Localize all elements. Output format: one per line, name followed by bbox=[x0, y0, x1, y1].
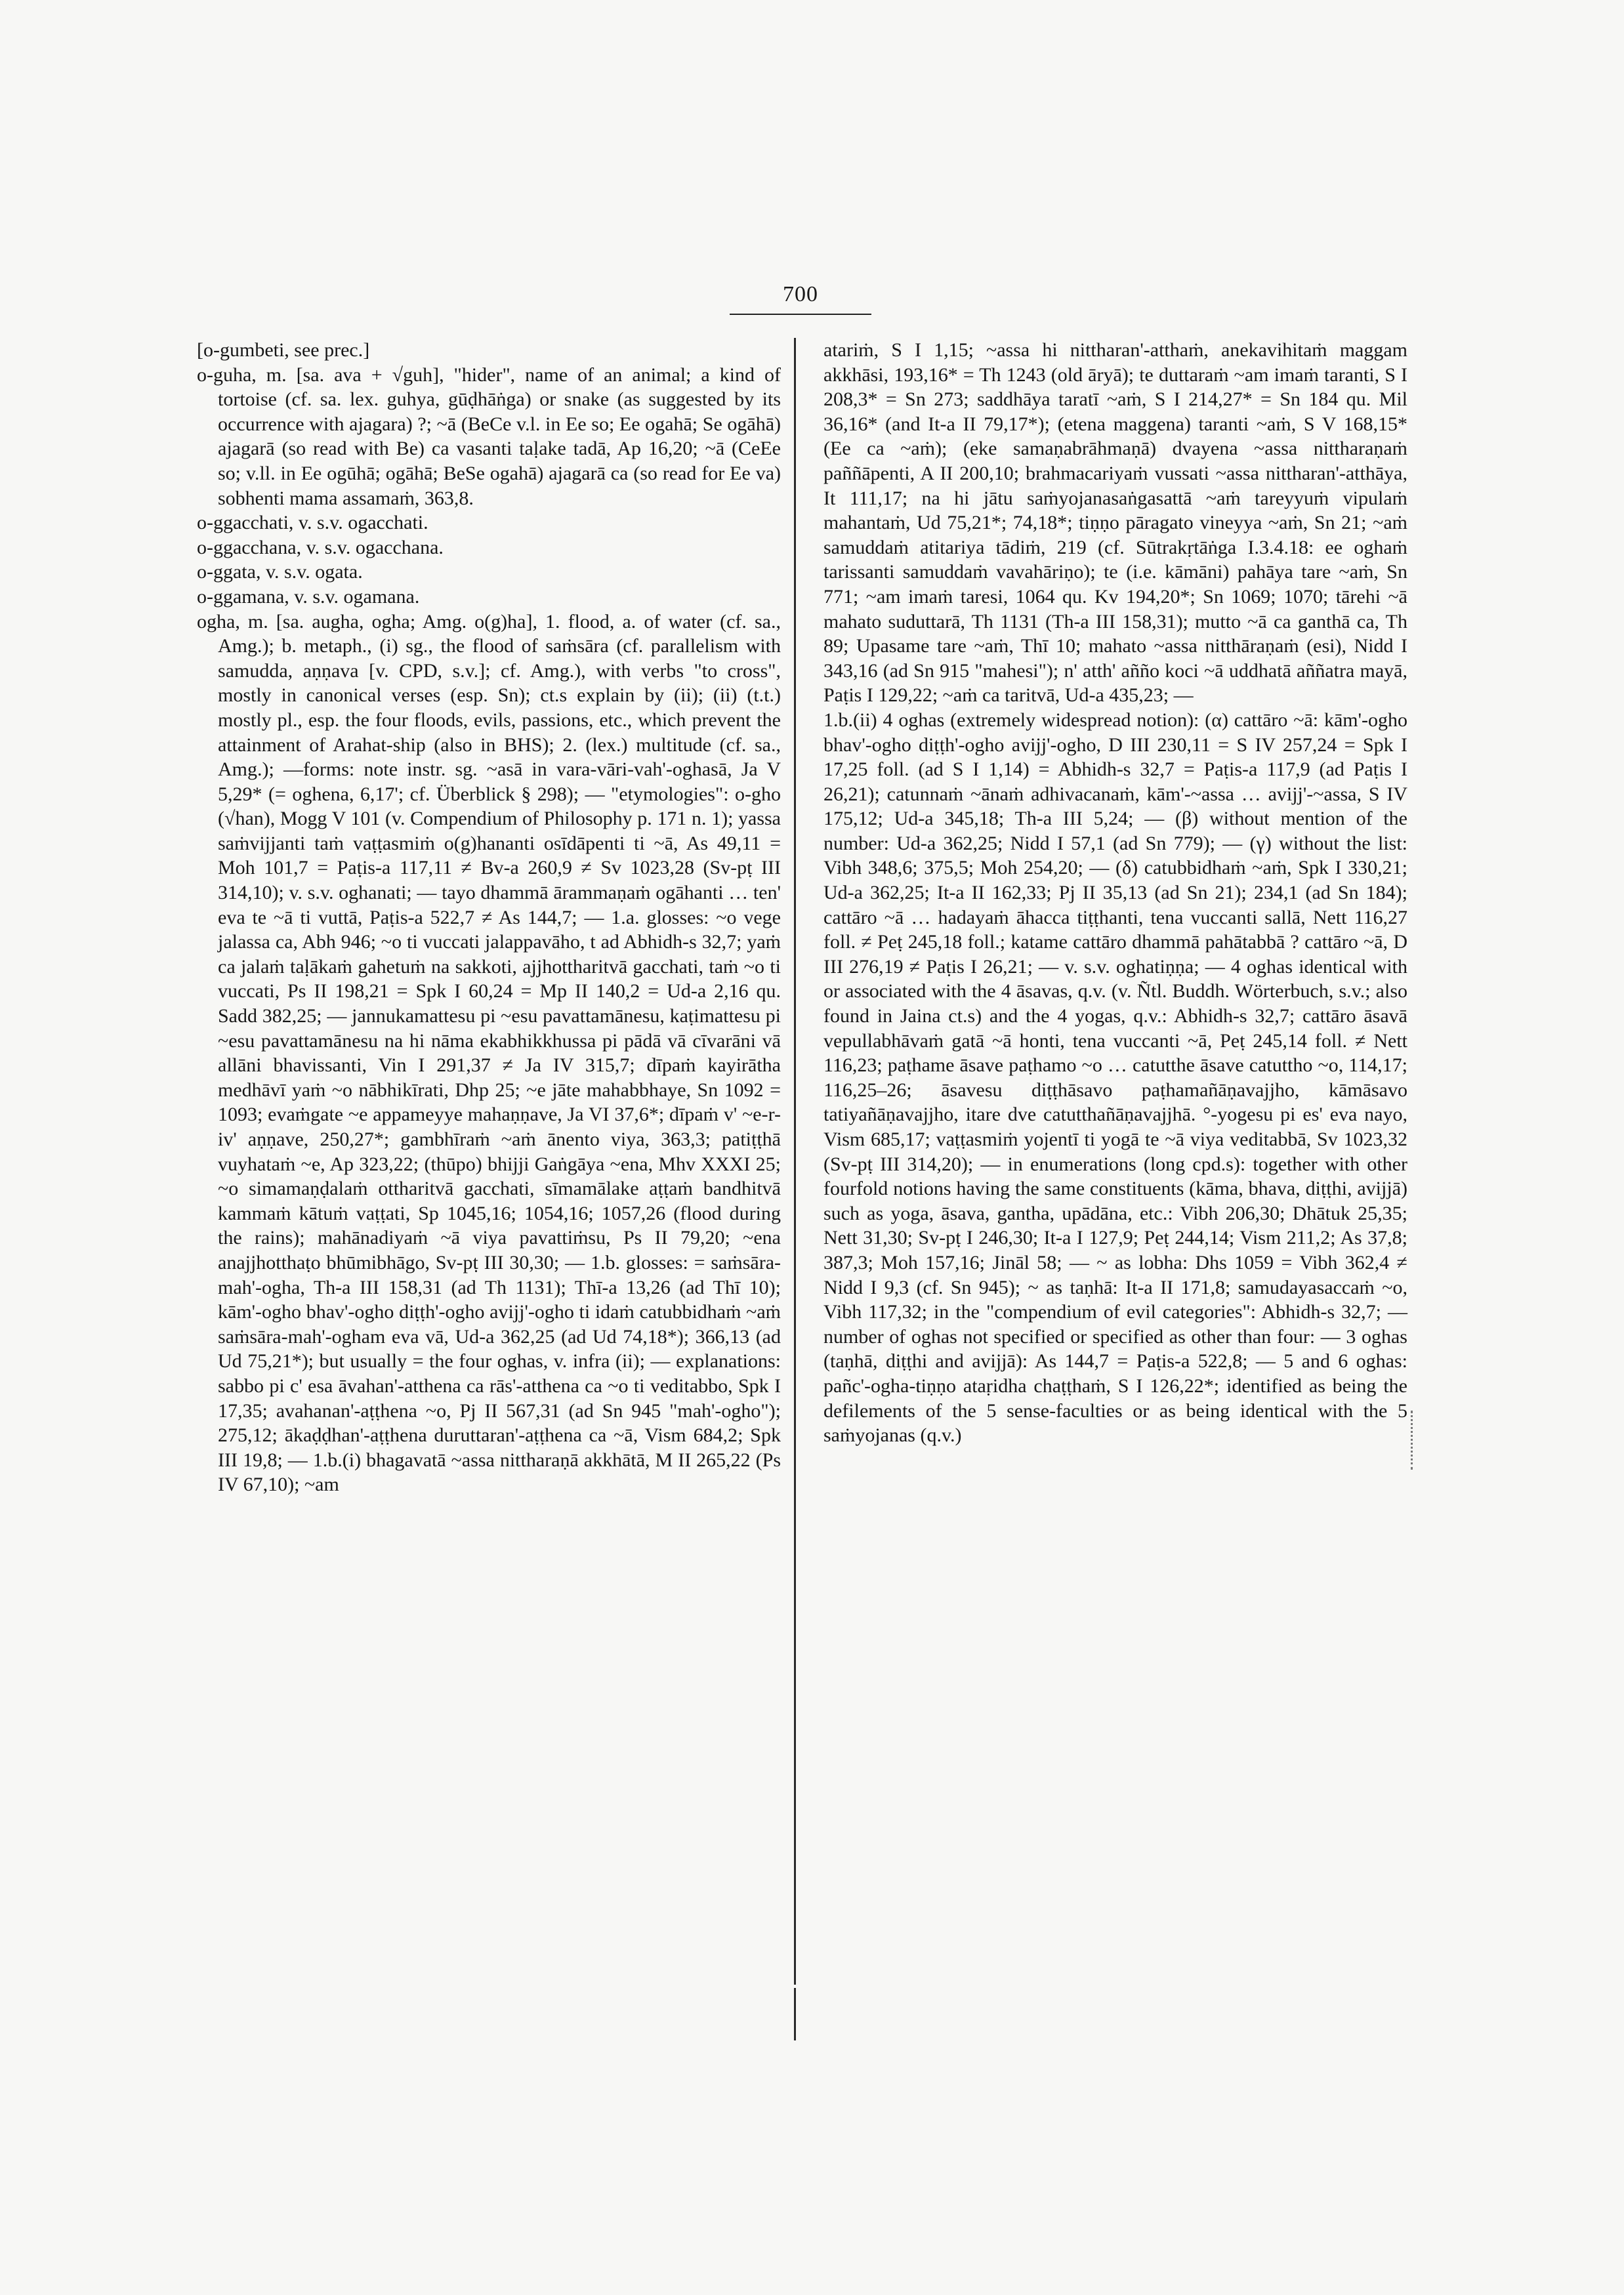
entry-ogha-continued: atariṁ, S I 1,15; ~assa hi nittharan'-atthaṁ, anekavihitaṁ maggam akkhāsi, 193,16* = Th 1243 (old āryā); te duttaraṁ ~am imaṁ taranti, S I 208,3* = Sn 273; saddhāya taratī ~aṁ, S I 214,27* = Sn 184 qu. Mil 36,16* (and It-a II 79,17*); (etena maggena) taranti ~aṁ, S V 168,15* (Ee ca ~aṁ); (eke samaṇabrāhmaṇā) dvayena ~assa nittharaṇaṁ paññāpenti, A II 200,10; brahmacariyaṁ vussati ~assa nittharan'-atthāya, It 111,17; na hi jātu saṁyojanasaṅgasattā ~aṁ tareyyuṁ vipulaṁ mahantaṁ, Ud 75,21*; 74,18*; tiṇṇo pāragato vineyya ~aṁ, Sn 21; ~aṁ samuddaṁ atitariya tādiṁ, 219 (cf. Sūtrakṛtāṅga I.3.4.18: ee oghaṁ tarissanti samuddaṁ vavahāriṇo); te (i.e. kāmāni) pahāya tare ~aṁ, Sn 771; ~am imaṁ taresi, 1064 qu. Kv 194,20*; Sn 1069; 1070; tārehi ~ā mahato suduttarā, Th 1131 (Th-a III 158,31); mutto ~ā ca ganthā ca, Th 89; Upasame tare ~aṁ, Thī 10; mahato ~assa nitthāraṇaṁ (esi), Nidd I 343,16 (ad Sn 915 "mahesi"); n' atth' añño koci ~ā uddhatā aññatra mayā, Paṭis I 129,22; ~aṁ ca taritvā, Ud-a 435,23; — bbox=[823, 339, 1407, 707]
entry-o-ggamana: o-ggamana, v. s.v. ogamana. bbox=[197, 585, 420, 608]
column-divider bbox=[794, 338, 796, 1985]
entry-o-gumbeti: [o-gumbeti, see prec.] bbox=[197, 339, 370, 361]
entry-o-ggata: o-ggata, v. s.v. ogata. bbox=[197, 561, 363, 583]
margin-mark bbox=[1411, 1411, 1415, 1470]
page-number: 700 bbox=[783, 282, 818, 306]
column-divider-tail bbox=[794, 1988, 796, 2040]
entry-o-ggacchana: o-ggacchana, v. s.v. ogacchana. bbox=[197, 536, 444, 558]
entry-ogha-section-1b-ii: 1.b.(ii) 4 oghas (extremely widespread notion): (α) cattāro ~ā: kām'-ogho bhav'-ogho diṭṭh'-ogho avijj'-ogho, D III 230,11 = S IV 257,24 = Spk I 17,25 foll. (ad S I 1,14) = Abhidh-s 32,7 = Paṭis-a 117,9 (ad Paṭis I 26,21); catunnaṁ ~ānaṁ adhivacanaṁ, kām'-~assa … avijj'-~assa, S IV 175,12; Ud-a 345,18; Th-a III 5,24; — (β) without mention of the number: Ud-a 362,25; Nidd I 57,1 (ad Sn 779); — (γ) without the list: Vibh 348,6; 375,5; Moh 254,20; — (δ) catubbidhaṁ ~aṁ, Spk I 330,21; Ud-a 362,25; It-a II 162,33; Pj II 35,13 (ad Sn 21); 234,1 (ad Sn 184); cattāro ~ā … hadayaṁ āhacca tiṭṭhanti, tena vuccanti sallā, Nett 116,27 foll. ≠ Peṭ 245,18 foll.; katame cattāro dhammā pahātabbā ? cattāro ~ā, D III 276,19 ≠ Paṭis I 26,21; — v. s.v. oghatiṇṇa; — 4 oghas identical with or associated with the 4 āsavas, q.v. (v. Ñtl. Buddh. Wörterbuch, s.v.; also found in Jaina ct.s) and the 4 yogas, q.v.: Abhidh-s 32,7; cattāro āsavā vepullabhāvaṁ gatā ~ā honti, tena vuccanti ~ā, Peṭ 245,14 foll. ≠ Nett 116,23; paṭhame āsave paṭhamo ~o … catutthe āsave catuttho ~o, 114,17; 116,25–26; āsavesu diṭṭhāsavo paṭhamañāṇavajjho, kāmāsavo tatiyañāṇavajjho, itare dve catutthañāṇavajjhā. °-yogesu pi es' eva nayo, Vism 685,17; vaṭṭasmiṁ yojentī ti yogā te ~ā viya veditabbā, Sv 1023,32 (Sv-pṭ III 314,20); — in enumerations (long cpd.s): together with other fourfold notions having the same constituents (kāma, bhava, diṭṭhi, avijjā) such as yoga, āsava, gantha, upādāna, etc.: Vibh 206,30; Dhātuk 25,35; Nett 31,30; Sv-pṭ I 246,30; It-a I 127,9; Peṭ 244,14; Vism 211,2; As 37,8; 387,3; Moh 157,16; Jināl 58; — ~ as lobha: Dhs 1059 = Vibh 362,4 ≠ Nidd I 9,3 (cf. Sn 945); ~ as taṇhā: It-a II 171,8; samudayasaccaṁ ~o, Vibh 117,32; in the "compendium of evil categories": Abhidh-s 32,7; — number of oghas not specified or specified as other than four: — 3 oghas (taṇhā, diṭṭhi and avijjā): As 144,7 = Paṭis-a 522,8; — 5 and 6 oghas: pañc'-ogha-tiṇṇo ataṛidha chaṭṭhaṁ, S I 126,22*; identified as being the defilements of the 5 sense-faculties or as being identical with the 5 saṁyojanas (q.v.) bbox=[823, 709, 1407, 1447]
right-column bbox=[823, 338, 1407, 1448]
entry-ogha: ogha, m. [sa. augha, ogha; Amg. o(g)ha], 1. flood, a. of water (cf. sa., Amg.); b. metaph., (i) sg., the flood of saṁsāra (cf. parallelism with samudda, aṇṇava [v. CPD, s.v.]; cf. Amg.), with verbs "to cross", mostly in canonical verses (esp. Sn); ct.s explain by (ii); (ii) (t.t.) mostly pl., esp. the four floods, evils, passions, etc., which prevent the attainment of Arahat-ship (also in BHS); 2. (lex.) multitude (cf. sa., Amg.); —forms: note instr. sg. ~asā in vara-vāri-vah'-oghasā, Ja V 5,29* (= oghena, 6,17'; cf. Überblick § 298); — "etymologies": o-gho (√han), Mogg V 101 (v. Compendium of Philosophy p. 171 n. 1); yassa saṁvijjanti taṁ vaṭṭasmiṁ o(g)hananti osīdāpenti ti ~ā, As 49,11 = Moh 101,7 = Paṭis-a 117,11 ≠ Bv-a 260,9 ≠ Sv 1023,28 (Sv-pṭ III 314,10); v. s.v. oghanati; — tayo dhammā ārammaṇaṁ ogāhanti … ten' eva te ~ā ti vuttā, Paṭis-a 522,7 ≠ As 144,7; — 1.a. glosses: ~o vege jalassa ca, Abh 946; ~o ti vuccati jalappavāho, t ad Abhidh-s 32,7; yaṁ ca jalaṁ taḷākaṁ gahetuṁ na sakkoti, ajjhottharitvā gacchati, taṁ ~o ti vuccati, Ps II 198,21 = Spk I 60,24 = Mp II 140,2 = Ud-a 2,16 qu. Sadd 382,25; — jannukamattesu pi ~esu pavattamānesu, kaṭimattesu pi ~esu pavattamānesu na hi nāma ekabhikkhussa pi pādā vā cīvarāni vā allāni bhavissanti, Vin I 291,37 ≠ Ja IV 315,7; dīpaṁ kayirātha medhāvī yaṁ ~o nābhikīrati, Dhp 25; ~e jāte mahabbhaye, Sn 1092 = 1093; evaṁgate ~e appameyye mahaṇṇave, Ja VI 37,6*; dīpaṁ v' ~e-r-iv' aṇṇave, 250,27*; gambhīraṁ ~aṁ ānento viya, 363,3; patiṭṭhā vuyhataṁ ~e, Ap 323,22; (thūpo) bhijji Gaṅgāya ~ena, Mhv XXXI 25; ~o simamaṇḍalaṁ ottharitvā gacchati, sīmamālake aṭṭaṁ bandhitvā kammaṁ kātuṁ vaṭṭati, Sp 1045,16; 1054,16; 1057,26 (flood during the rains); mahānadiyaṁ ~ā viya pavattiṁsu, Ps II 79,20; ~ena anajjhotthaṭo bhūmibhāgo, Sv-pṭ III 30,30; — 1.b. glosses: = saṁsāra-mah'-ogha, Th-a III 158,31 (ad Th 1131); Thī-a 13,26 (ad Thī 10); kām'-ogho bhav'-ogho diṭṭh'-ogho avijj'-ogho ti idaṁ catubbidhaṁ ~aṁ saṁsāra-mah'-ogham eva vā, Ud-a 362,25 (ad Ud 74,18*); 366,13 (ad Ud 75,21*); but usually = the four oghas, v. infra (ii); — explanations: sabbo pi c' esa āvahan'-atthena ca rās'-atthena ca ~o ti veditabbo, Spk I 17,35; avahanan'-aṭṭhena ~o, Pj II 567,31 (ad Sn 945 "mah'-ogho"); 275,12; ākaḍḍhan'-aṭṭhena duruttaran'-aṭṭhena ca ~ā, Vism 684,2; Spk III 19,8; — 1.b.(i) bhagavatā ~assa nittharaṇā akkhātā, M II 265,22 (Ps IV 67,10); ~am bbox=[197, 610, 781, 1496]
entry-o-ggacchati: o-ggacchati, v. s.v. ogacchati. bbox=[197, 512, 428, 534]
entry-o-guha: o-guha, m. [sa. ava + √guh], "hider", name of an animal; a kind of tortoise (cf. sa. lex. guhya, gūḍhāṅga) or snake (as suggested by its occurrence with ajagara) ?; ~ā (BeCe v.l. in Ee so; Ee ogahā; Se ogāhā) ajagarā (so read with Be) ca vasanti taḷake tadā, Ap 16,20; ~ā (CeEe so; v.ll. in Ee ogūhā; ogāhā; BeSe ogahā) ajagarā ca (so read for Ee va) sobhenti mama assamaṁ, 363,8. bbox=[197, 363, 781, 509]
header-rule bbox=[730, 314, 871, 315]
left-column bbox=[197, 338, 781, 1497]
